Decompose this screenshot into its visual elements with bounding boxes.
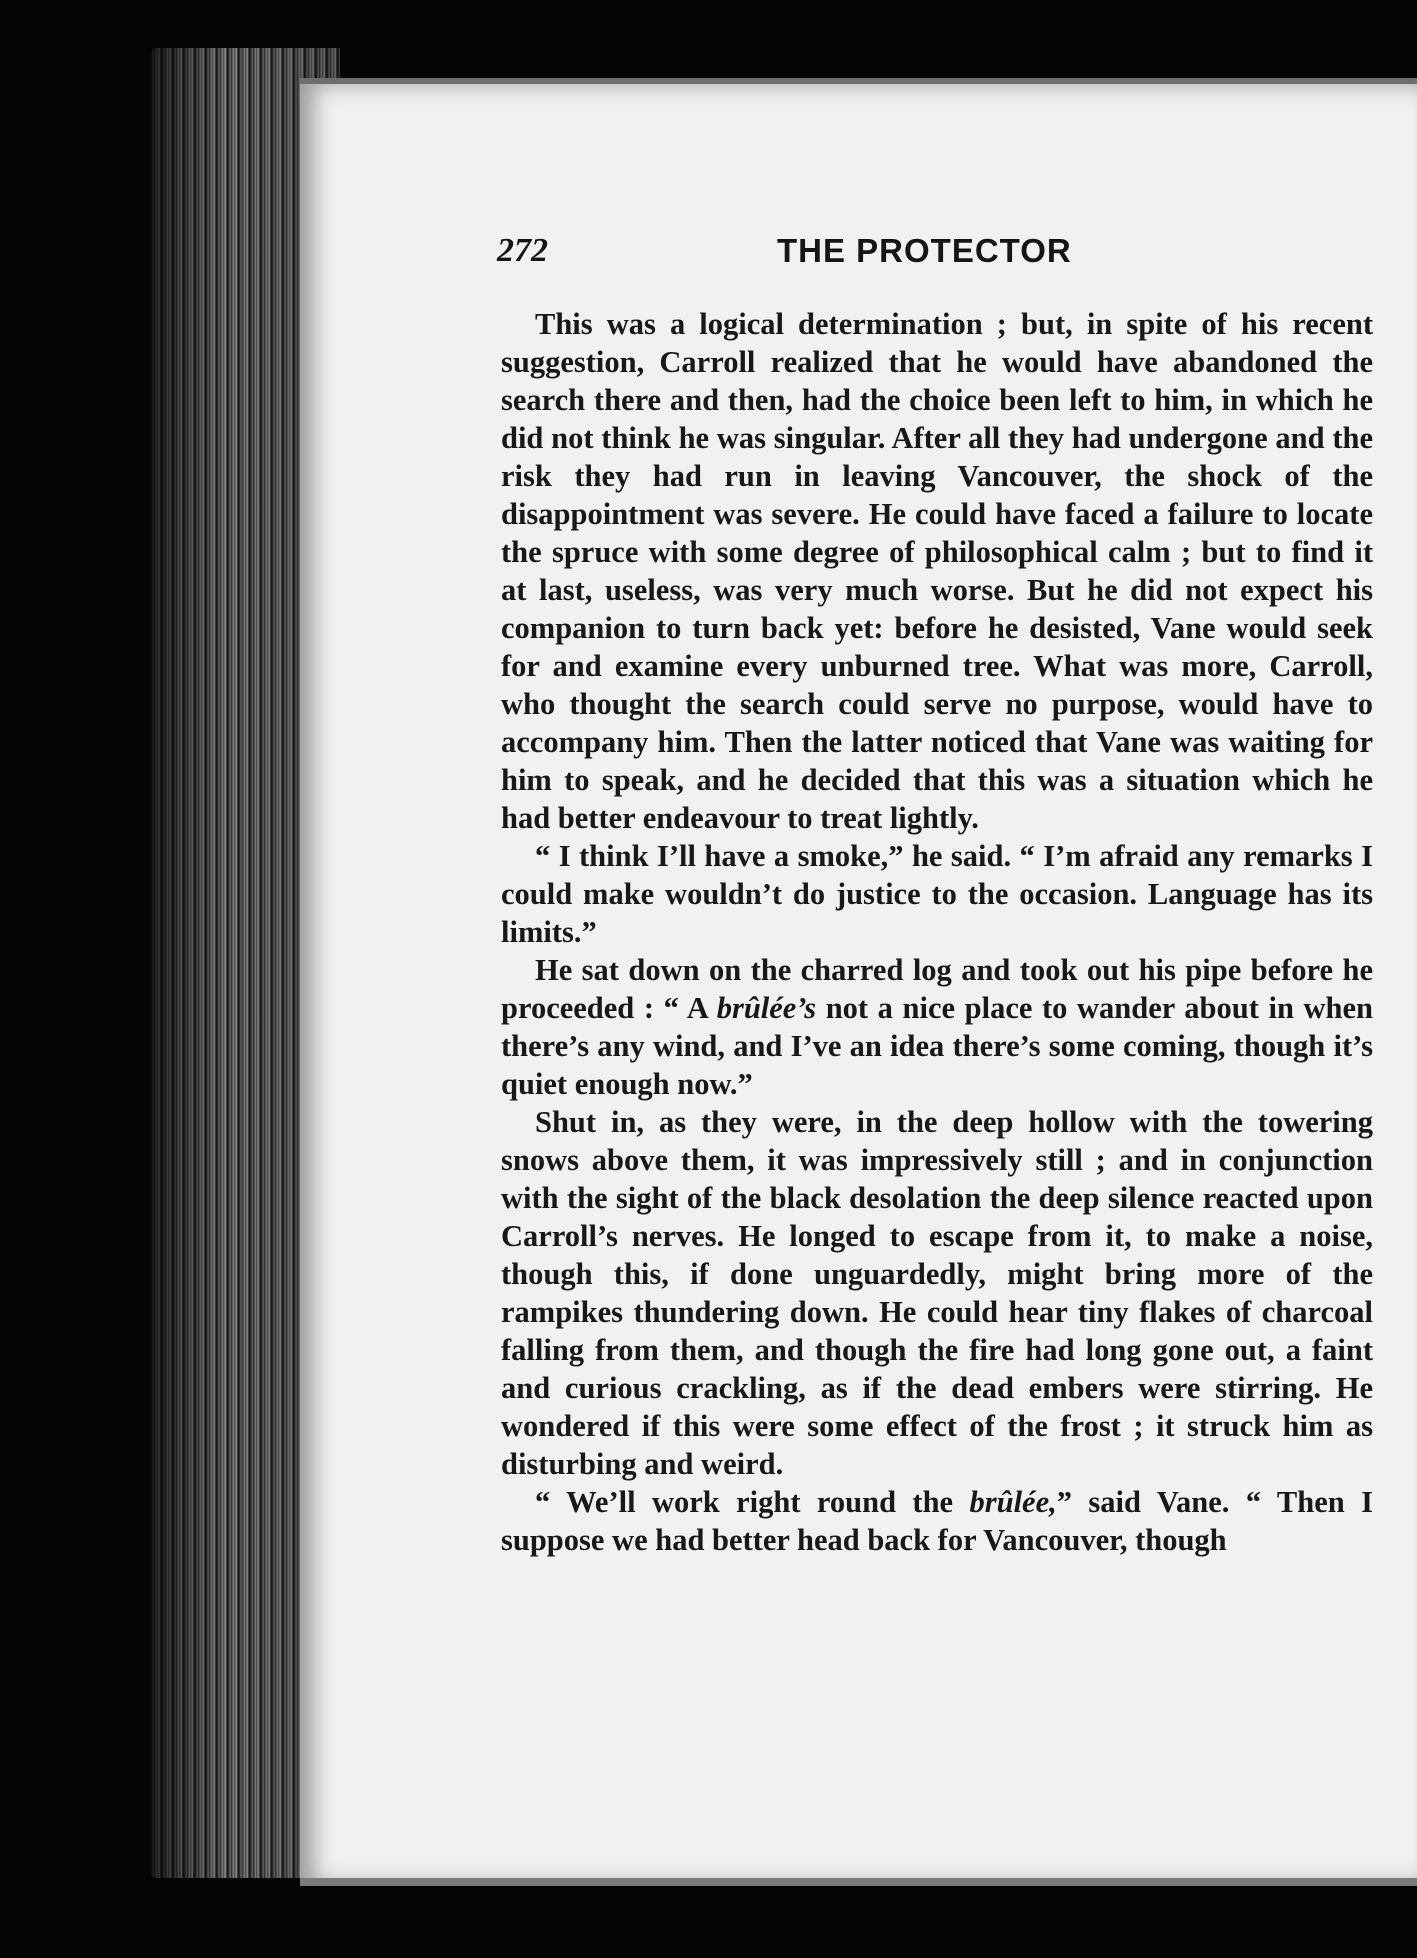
paragraph-text: not a nice place to wander about in when there’s any wind, and I’ve an idea there’s some coming, though it’s quiet enough now.” bbox=[501, 991, 1373, 1101]
body-text bbox=[501, 305, 1373, 1559]
page-title: THE PROTECTOR bbox=[777, 232, 1072, 269]
italic-word: brûlée’s bbox=[716, 991, 817, 1025]
paragraph-text: ” said Vane. “ Then I suppose we had better head back for Vancouver, though bbox=[501, 1485, 1373, 1557]
paragraph bbox=[501, 951, 1373, 1103]
paragraph bbox=[501, 1483, 1373, 1559]
italic-word: brûlée, bbox=[969, 1485, 1057, 1519]
running-head bbox=[497, 232, 1377, 280]
paragraph-text: He sat down on the charred log and took out his pipe before he proceeded : “ A bbox=[501, 953, 1373, 1025]
paragraph: “ I think I’ll have a smoke,” he said. “ I’m afraid any remarks I could make wouldn’t do justice to the occasion. Language has its limits.” bbox=[501, 839, 1373, 949]
page-number: 272 bbox=[497, 232, 548, 269]
paragraph: Shut in, as they were, in the deep hollow with the towering snows above them, it was impressively still ; and in conjunction with the sight of the black desolation the deep silence reacted upon Carroll’s nerves. He longed to escape from it, to make a noise, though this, if done unguardedly, might bring more of the rampikes thundering down. He could hear tiny flakes of charcoal falling from them, and though the fire had long gone out, a faint and curious crackling, as if the dead embers were stirring. He wondered if this were some effect of the frost ; it struck him as disturbing and weird. bbox=[501, 1105, 1373, 1481]
page-bottom-edge bbox=[300, 1878, 1417, 1886]
paragraph-text: “ We’ll work right round the bbox=[535, 1485, 970, 1519]
paragraph: This was a logical determination ; but, in spite of his recent suggestion, Carroll realized that he would have abandoned the search there and then, had the choice been left to him, in which he did not think he was singular. After all they had undergone and the risk they had run in leaving Vancouver, the shock of the disappointment was severe. He could have faced a failure to locate the spruce with some degree of philosophical calm ; but to find it at last, useless, was very much worse. But he did not expect his companion to turn back yet: before he desisted, Vane would seek for and examine every unburned tree. What was more, Carroll, who thought the search could serve no purpose, would have to accompany him. Then the latter noticed that Vane was waiting for him to speak, and he decided that this was a situation which he had better endeavour to treat lightly. bbox=[501, 307, 1373, 835]
